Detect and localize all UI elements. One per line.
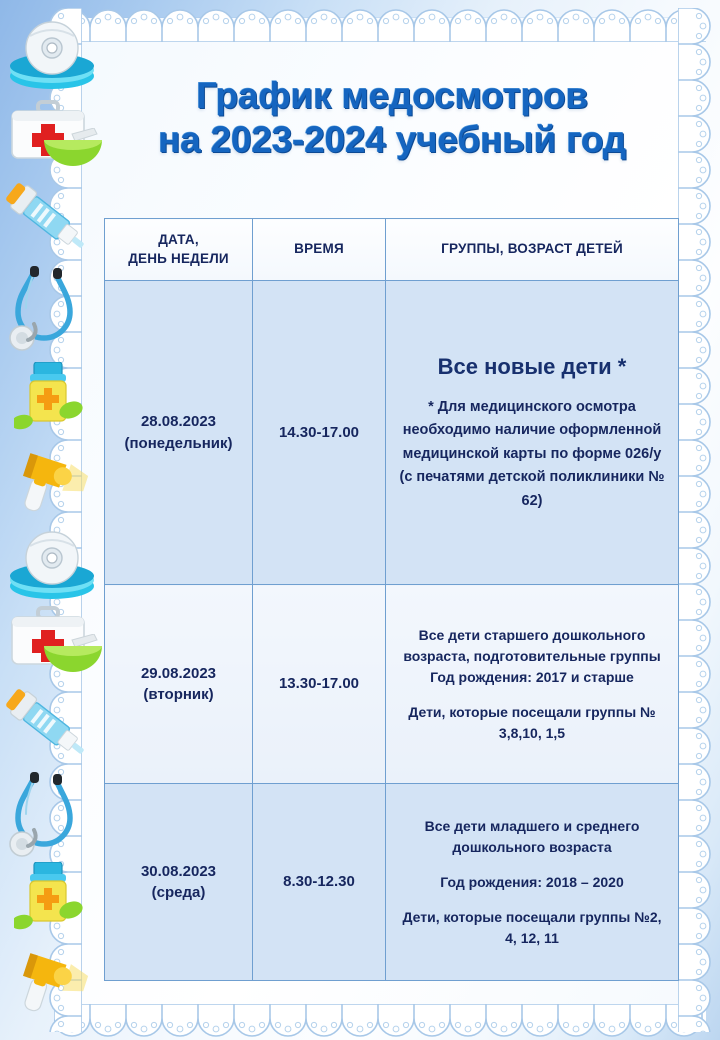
row-weekday: (понедельник): [124, 434, 233, 452]
cell-time: 14.30-17.00: [253, 281, 386, 585]
cell-groups: [386, 585, 679, 784]
row-groups-paragraph: Все дети младшего и среднего дошкольного возраста: [424, 817, 640, 855]
cell-date: [105, 585, 253, 784]
cell-date: [105, 784, 253, 981]
table-row: [105, 585, 679, 784]
cell-groups: [386, 784, 679, 981]
row-date: 29.08.2023: [140, 664, 217, 682]
column-header-date-line1: ДАТА,: [158, 232, 199, 248]
cell-date: [105, 281, 253, 585]
column-header-date: [105, 219, 253, 281]
table-row: [105, 281, 679, 585]
row-weekday: (вторник): [143, 686, 214, 703]
row-groups-paragraph: Год рождения: 2018 – 2020: [440, 873, 624, 890]
row-date: 30.08.2023: [140, 862, 217, 880]
page-title-line-1: График медосмотров: [196, 75, 588, 116]
cell-time: 8.30-12.30: [253, 784, 386, 981]
row-groups-heading: Все новые дети *: [437, 353, 627, 379]
row-groups-paragraph: Дети, которые посещали группы № 3,8,10, 1,5: [408, 703, 656, 741]
cell-time: 13.30-17.00: [253, 585, 386, 784]
page-title: [104, 74, 680, 162]
row-groups-paragraph: Дети, которые посещали группы №2, 4, 12, 11: [402, 908, 662, 946]
paragraph-spacer: [398, 688, 666, 702]
medical-exam-schedule-table: [104, 218, 679, 981]
row-date: 28.08.2023: [140, 413, 217, 431]
column-header-time: ВРЕМЯ: [253, 219, 386, 281]
page-title-line-2: на 2023-2024 учебный год: [157, 119, 627, 161]
paragraph-spacer: [398, 858, 666, 872]
row-groups-note: * Для медицинского осмотра необходимо наличие оформленной медицинской карты по форме 026/у (с печатями детской поликлиники № 62): [399, 398, 665, 509]
column-header-date-line2: ДЕНЬ НЕДЕЛИ: [128, 250, 229, 266]
row-weekday: (среда): [151, 884, 206, 901]
table-header-row: [105, 219, 679, 281]
cell-groups: [386, 281, 679, 585]
paragraph-spacer: [398, 893, 666, 907]
table-row: [105, 784, 679, 981]
row-groups-paragraph: Все дети старшего дошкольного возраста, подготовительные группы Год рождения: 2017 и старше: [403, 626, 661, 685]
column-header-groups: ГРУППЫ, ВОЗРАСТ ДЕТЕЙ: [386, 219, 679, 281]
